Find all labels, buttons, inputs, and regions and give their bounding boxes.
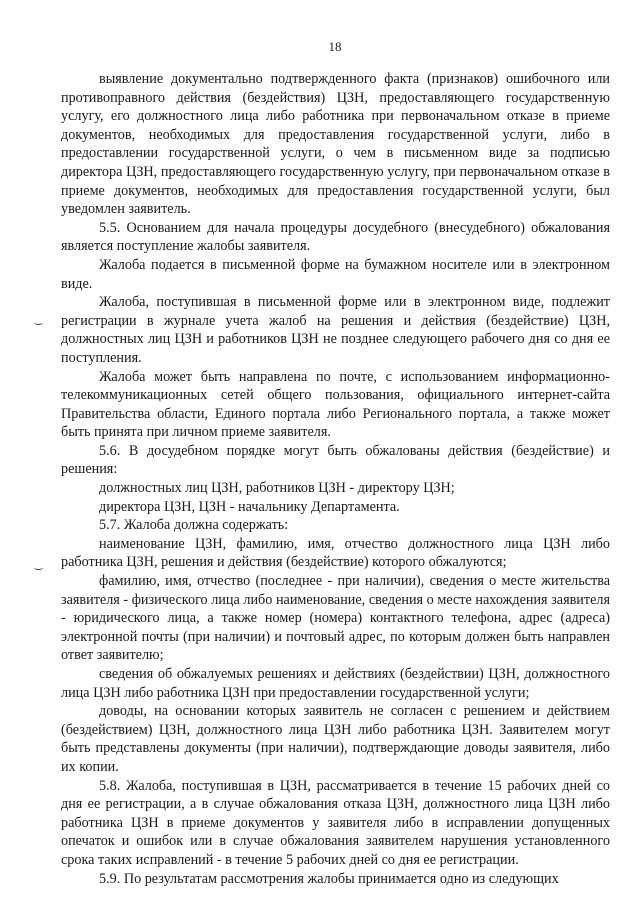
paragraph: 5.5. Основанием для начала процедуры досудебного (внесудебного) обжалования является поступление жалобы заявителя. — [61, 219, 610, 255]
paragraph: 5.7. Жалоба должна содержать: — [99, 517, 289, 534]
paragraph: доводы, на основании которых заявитель не согласен с решением и действием (бездействием) ЦЗН, должностного лица ЦЗН либо работника ЦЗН. Заявителем могут быть представлены документы (при наличии), подтверждающие доводы заявителя, либо их копии. — [61, 703, 610, 775]
paragraph: Жалоба, поступившая в письменной форме или в электронном виде, подлежит регистрации в журнале учета жалоб на решения и действия (бездействие) ЦЗН, должностных лиц ЦЗН и работников ЦЗН не позднее следующего рабочего дня со дня ее поступления. — [61, 294, 610, 366]
margin-mark — [34, 320, 43, 325]
paragraph: наименование ЦЗН, фамилию, имя, отчество должностного лица ЦЗН либо работника ЦЗН, решения и действия (бездействие) которого обжалуются; — [61, 535, 610, 571]
paragraph: должностных лиц ЦЗН, работников ЦЗН - директору ЦЗН; — [99, 480, 455, 497]
paragraph: 5.8. Жалоба, поступившая в ЦЗН, рассматривается в течение 15 рабочих дней со дня ее регистрации, а в случае обжалования отказа ЦЗН, должностного лица ЦЗН либо работника ЦЗН в приеме документов у заявителя либо в исправлении допущенных опечаток и ошибок или в случае обжалования заявителем нарушения установленного срока таких исправлений - в течение 5 рабочих дней со дня ее регистрации. — [61, 777, 610, 868]
paragraph: 5.9. По результатам рассмотрения жалобы принимается одно из следующих — [99, 870, 559, 887]
paragraph: выявление документально подтвержденного факта (признаков) ошибочного или противоправного действия (бездействия) ЦЗН, предоставляющего государственную услугу, его должностного лица либо работника при первоначальном отказе в приеме документов, необходимых для предоставления государственной услуги, либо в предоставлении государственной услуги, о чем в письменном виде за подписью директора ЦЗН, предоставляющего государственную услугу, при первоначальном отказе в приеме документов, необходимых для предоставления государственной услуги, был уведомлен заявитель. — [61, 71, 610, 218]
page-number: 18 — [328, 39, 342, 54]
margin-mark — [34, 565, 43, 570]
paragraph: 5.6. В досудебном порядке могут быть обжалованы действия (бездействие) и решения: — [61, 442, 610, 478]
document-body — [61, 70, 610, 888]
paragraph: директора ЦЗН, ЦЗН - начальнику Департамента. — [99, 498, 400, 515]
paragraph: Жалоба подается в письменной форме на бумажном носителе или в электронном виде. — [61, 256, 610, 292]
paragraph: Жалоба может быть направлена по почте, с использованием информационно-телекоммуникационных сетей общего пользования, официального интернет-сайта Правительства области, Единого портала либо Регионального портала, а также может быть принята при личном приеме заявителя. — [61, 368, 610, 441]
paragraph: фамилию, имя, отчество (последнее - при наличии), сведения о месте жительства заявителя - физического лица либо наименование, сведения о месте нахождения заявителя - юридического лица, а также номер (номера) контактного телефона, адрес (адреса) электронной почты (при наличии) и почтовый адрес, по которым должен быть направлен ответ заявителю; — [61, 573, 610, 664]
paragraph: сведения об обжалуемых решениях и действиях (бездействии) ЦЗН, должностного лица ЦЗН либо работника ЦЗН при предоставлении государственной услуги; — [61, 666, 610, 701]
